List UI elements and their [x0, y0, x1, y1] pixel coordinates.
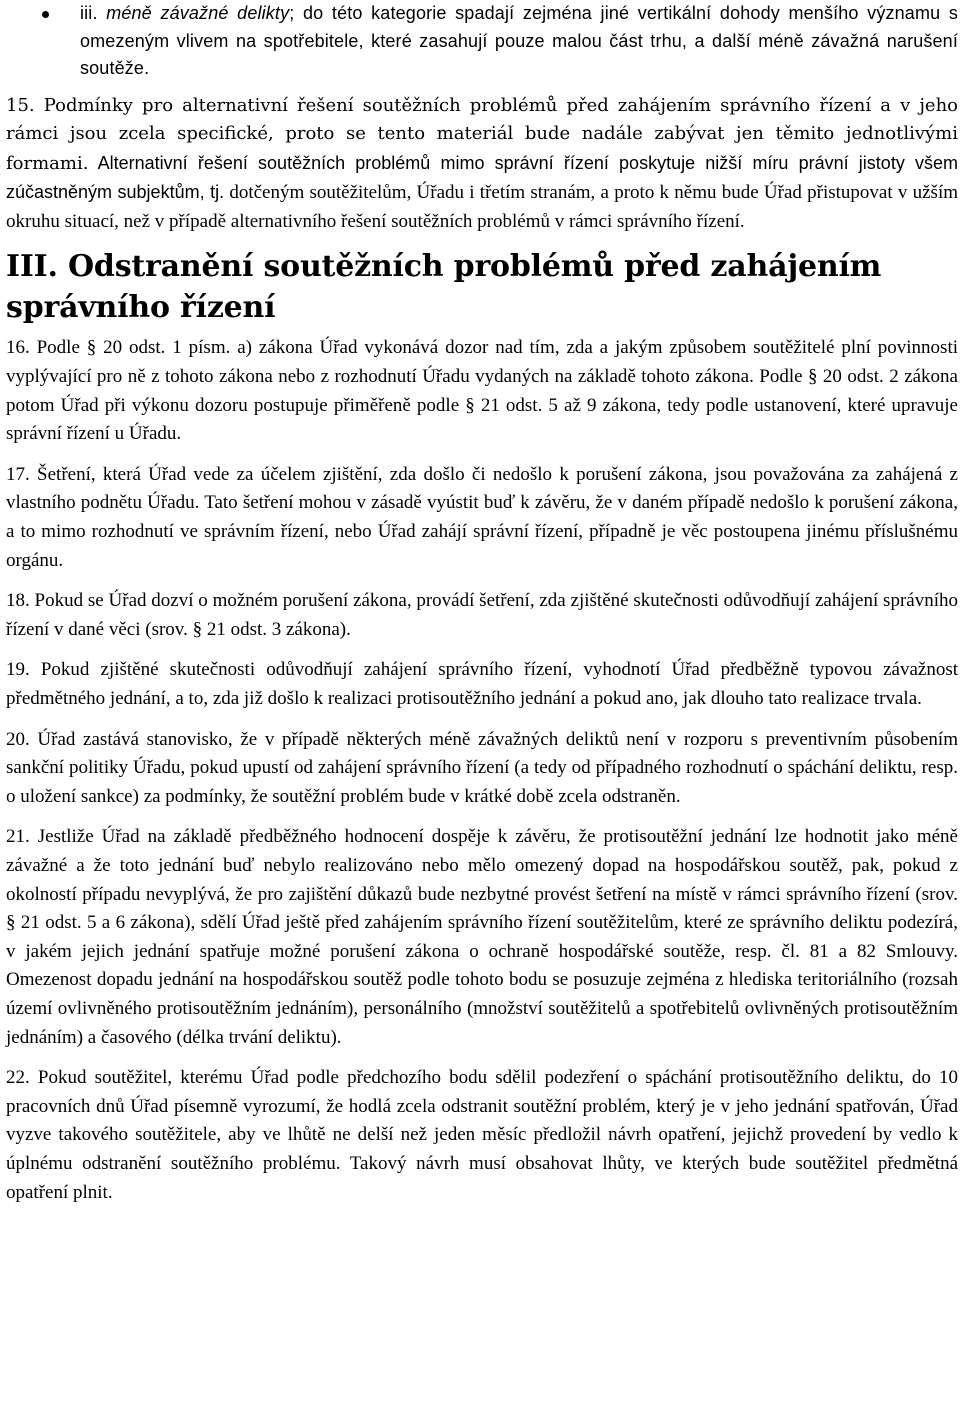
bullet-term: méně závažné delikty [106, 3, 290, 23]
bullet-prefix: iii. [80, 3, 107, 23]
bullet-dot-icon [42, 11, 49, 18]
paragraph-15-part1: 15. Podmínky pro alternativní řešení soutěžních problémů před zahájením správního řízení a v jeho rámci jsou zcela specifické, proto se tento materiál bude nadále zabývat jen těmito jednotlivými formami. [6, 94, 958, 174]
bullet-text: ; do této kategorie spadají zejména jiné vertikální dohody menšího významu s omezeným vlivem na spotřebitele, které zasahují pouze malou část trhu, a další méně závažná narušení soutěže. [80, 3, 959, 78]
section-heading: III. Odstranění soutěžních problémů před zahájením správního řízení [6, 249, 882, 326]
paragraph-15-part3: dotčeným soutěžitelům, Úřadu i třetím stranám, a proto k němu bude Úřad přistupovat v užším okruhu situací, než v případě alternativního řešení soutěžních problémů v rámci správního řízení. [6, 182, 958, 232]
paragraph-17: 17. Šetření, která Úřad vede za účelem zjištění, zda došlo či nedošlo k porušení zákona, jsou považována za zahájená z vlastního podnětu Úřadu. Tato šetření mohou v zásadě vyústit buď k závěru, že v daném případě nedošlo k porušení zákona, a to mimo rozhodnutí ve správním řízení, nebo Úřad zahájí správní řízení, případně je věc postoupena jinému příslušnému orgánu. [6, 463, 958, 571]
bullet-item-iii [6, 0, 958, 83]
paragraph-22: 22. Pokud soutěžitel, kterému Úřad podle předchozího bodu sdělil podezření o spáchání protisoutěžního deliktu, do 10 pracovních dnů Úřad písemně vyrozumí, že hodlá zcela odstranit soutěžní problém, který je v jeho jednání spatřován, Úřad vyzve takového soutěžitele, aby ve lhůtě ne delší než jeden měsíc předložil návrh opatření, jejichž provedení by vedlo k úplnému odstranění soutěžního problému. Takový návrh musí obsahovat lhůty, ve kterých bude soutěžitel předmětná opatření plnit. [6, 1067, 958, 1203]
paragraph-19: 19. Pokud zjištěné skutečnosti odůvodňují zahájení správního řízení, vyhodnotí Úřad předběžně typovou závažnost předmětného jednání, a to, zda již došlo k realizaci protisoutěžního jednání a pokud ano, jak dlouho tato realizace trvala. [6, 659, 958, 709]
paragraph-21: 21. Jestliže Úřad na základě předběžného hodnocení dospěje k závěru, že protisoutěžní jednání lze hodnotit jako méně závažné a že toto jednání buď nebylo realizováno nebo mělo omezený dopad na hospodářskou soutěž, pak, pokud z okolností případu nevyplývá, že pro zajištění důkazů bude nezbytné provést šetření na místě v rámci správního řízení (srov. § 21 odst. 5 a 6 zákona), sdělí Úřad ještě před zahájením správního řízení soutěžitelům, které ze správního deliktu podezírá, v jakém jejich jednání spatřuje možné porušení zákona o ochraně hospodářské soutěže, resp. čl. 81 a 82 Smlouvy. Omezenost dopadu jednání na hospodářskou soutěž podle tohoto bodu se posuzuje zejména z hlediska teritoriálního (rozsah území ovlivněného protisoutěžním jednáním), personálního (množství soutěžitelů a spotřebitelů ovlivněných protisoutěžním jednáním) a časového (délka trvání deliktu). [6, 826, 958, 1048]
paragraph-15 [6, 92, 958, 237]
paragraph-18: 18. Pokud se Úřad dozví o možném porušení zákona, provádí šetření, zda zjištěné skutečnosti odůvodňují zahájení správního řízení v dané věci (srov. § 21 odst. 3 zákona). [6, 590, 958, 640]
paragraph-16: 16. Podle § 20 odst. 1 písm. a) zákona Úřad vykonává dozor nad tím, zda a jakým způsobem soutěžitelé plní povinnosti vyplývající pro ně z tohoto zákona nebo z rozhodnutí Úřadu vydaných na základě tohoto zákona. Podle § 20 odst. 2 zákona potom Úřad při výkonu dozoru postupuje přiměřeně podle § 21 odst. 5 až 9 zákona, tedy podle ustanovení, které upravuje správní řízení u Úřadu. [6, 337, 958, 445]
document-page [6, 0, 958, 1210]
paragraph-20: 20. Úřad zastává stanovisko, že v případě některých méně závažných deliktů není v rozporu s preventivním působením sankční politiky Úřadu, pokud upustí od zahájení správního řízení (a tedy od případného rozhodnutí o spáchání deliktu, resp. o uložení sankce) za podmínky, že soutěžní problém bude v krátké době zcela odstraněn. [6, 728, 958, 807]
paragraph-15-part2: Alternativní řešení soutěžních problémů mimo správní řízení poskytuje nižší míru právní jistoty všem zúčastněným subjektům, tj. [6, 152, 958, 203]
